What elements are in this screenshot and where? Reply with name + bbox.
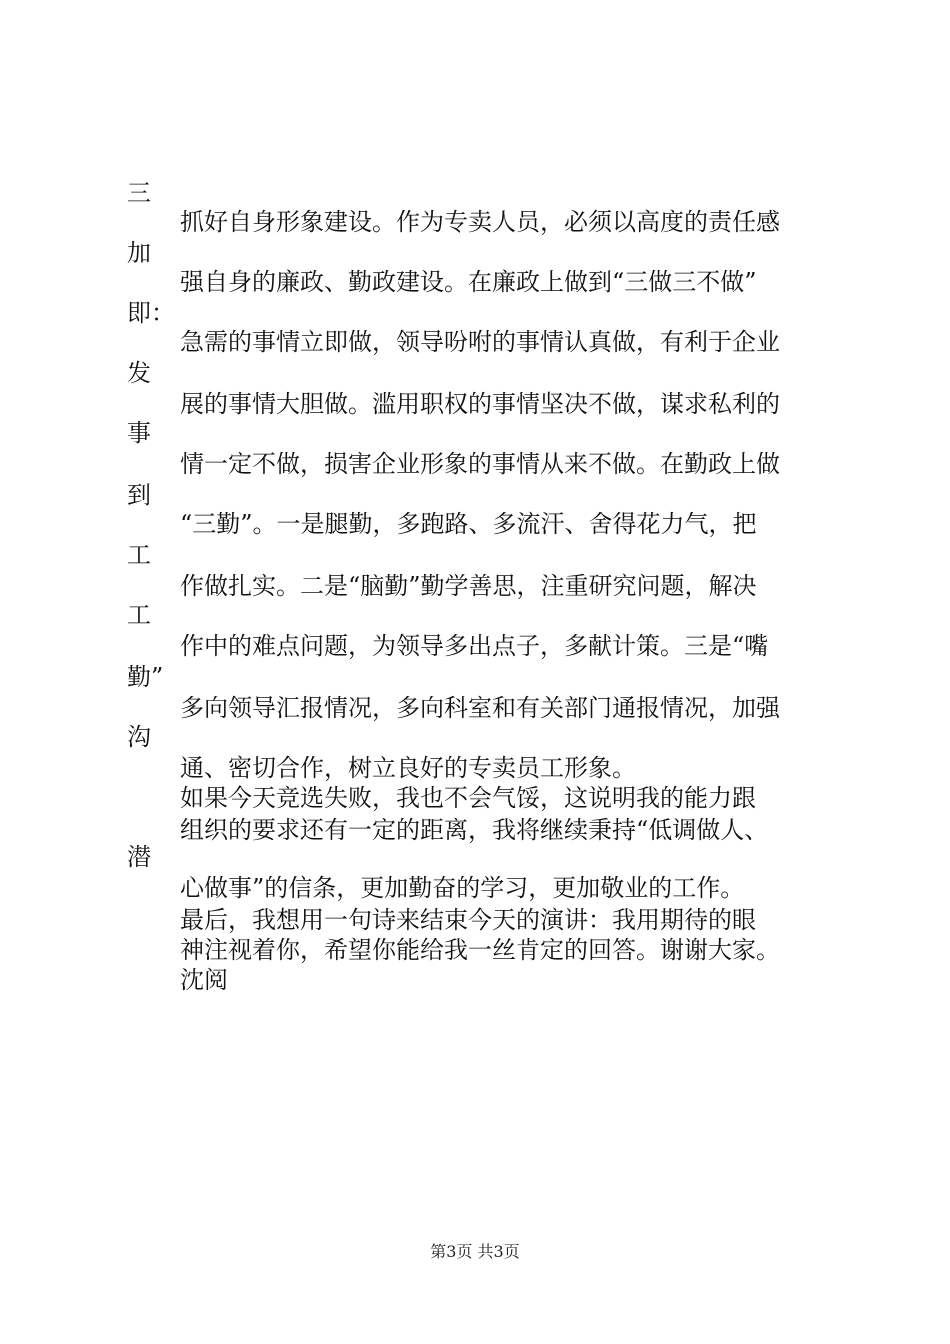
body-line: 抓好自身形象建设。作为专卖人员，必须以高度的责任感 [180,208,780,236]
body-line: 心做事”的信条，更加勤奋的学习，更加敬业的工作。 [180,874,745,902]
body-line: 通、密切合作，树立良好的专卖员工形象。 [180,754,636,782]
body-line: 最后，我想用一句诗来结束今天的演讲：我用期待的眼 [180,906,756,934]
body-line: 作做扎实。二是“脑勤”勤学善思，注重研究问题，解决 [180,572,757,600]
body-line: 多向领导汇报情况，多向科室和有关部门通报情况，加强 [180,694,780,722]
body-line: 神注视着你，希望你能给我一丝肯定的回答。谢谢大家。 [180,936,780,964]
margin-char: 勤” [127,663,164,691]
body-line: 急需的事情立即做，领导吩咐的事情认真做，有利于企业 [180,328,780,356]
body-line: 情一定不做，损害企业形象的事情从来不做。在勤政上做 [180,450,780,478]
body-line: “三勤”。一是腿勤，多跑路、多流汗、舍得花力气，把 [180,510,757,538]
body-line: 展的事情大胆做。滥用职权的事情坚决不做，谋求私利的 [180,390,780,418]
body-line: 强自身的廉政、勤政建设。在廉政上做到“三做三不做” [180,268,757,296]
margin-char: 到 [127,481,151,509]
margin-char: 沟 [127,723,151,751]
margin-char: 即： [127,299,175,327]
margin-char: 工 [127,601,151,629]
margin-char: 事 [127,419,151,447]
page-footer: 第3页 共3页 [430,1242,520,1261]
margin-char: 加 [127,239,151,267]
body-line: 作中的难点问题，为领导多出点子，多献计策。三是“嘴 [180,632,769,660]
margin-char: 工 [127,541,151,569]
margin-char: 三 [127,179,151,207]
body-line: 组织的要求还有一定的距离，我将继续秉持“低调做人、 [180,816,769,844]
margin-char: 潜 [127,843,151,871]
margin-char: 发 [127,359,151,387]
body-line: 如果今天竞选失败，我也不会气馁，这说明我的能力跟 [180,784,756,812]
body-line: 沈阅 [180,966,228,994]
